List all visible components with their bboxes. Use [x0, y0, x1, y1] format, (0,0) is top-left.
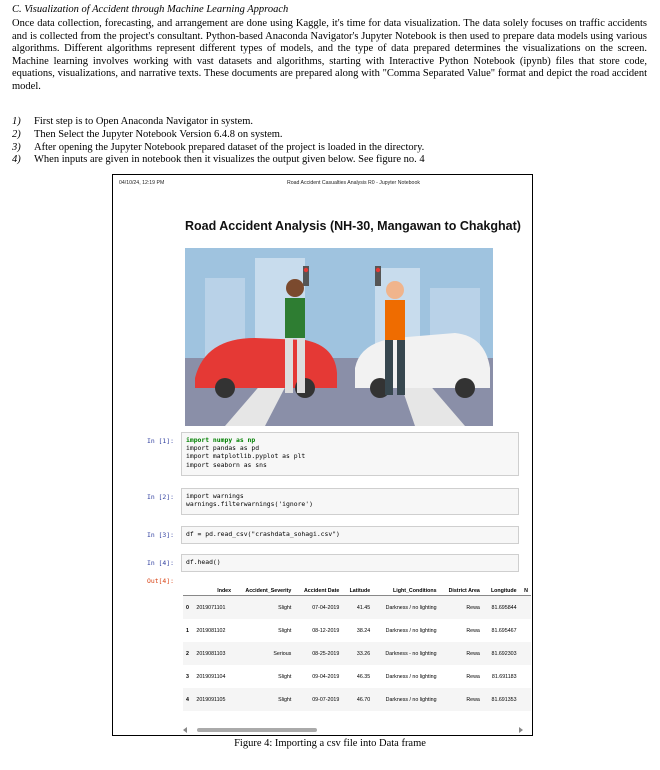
cell-prompt: In [1]: — [147, 437, 174, 445]
figure-caption: Figure 4: Importing a csv file into Data frame — [234, 738, 426, 749]
step-text: First step is to Open Anaconda Navigator in system. — [34, 116, 254, 127]
table-cell: 2019081102 — [196, 627, 226, 634]
body-paragraph: Once data collection, forecasting, and arrangement are done using Kaggle, it's time for data visualization. The data solely focuses on traffic accidents and is collected from the project's consultant. Python-based Anaconda Navigator's Jupyter Notebook is then used to prepare data models using various algorithms. Different algorithms represent different types of models, and the type of data prepared determines the visualizations on the screen. Machine learning involves working with vast datasets and algorithms, starting with Interactive Python Notebook (ipynb) files that store code, equations, visualizations, and narrative texts. These documents are prepared along with "Comma Separated Value" format and depict the road accident model. — [12, 18, 647, 92]
table-cell: 08-12-2019 — [312, 627, 340, 634]
table-cell: Darkness - no lighting — [373, 642, 439, 665]
code-line: import pandas as pd — [186, 444, 260, 453]
table-cell — [520, 688, 531, 711]
code-line: import warnings — [186, 492, 244, 500]
table-cell: Rewa — [466, 627, 480, 634]
table-cell: 09-04-2019 — [312, 673, 340, 680]
cell-prompt: In [4]: — [147, 559, 174, 567]
table-cell: Slight — [234, 596, 294, 620]
table-cell: 3 — [186, 673, 189, 680]
table-cell: Rewa — [466, 673, 480, 680]
table-cell: Slight — [234, 688, 294, 711]
table-cell — [520, 665, 531, 688]
table-cell: 38.24 — [356, 627, 371, 634]
cell-prompt: In [3]: — [147, 531, 174, 539]
scroll-left-icon[interactable] — [183, 727, 187, 733]
code-cell-3[interactable] — [181, 526, 519, 544]
scroll-right-icon[interactable] — [519, 727, 523, 733]
table-cell: Slight — [278, 673, 292, 680]
table-cell: 1 — [186, 627, 189, 634]
table-cell: 09-07-2019 — [294, 688, 342, 711]
step-text: When inputs are given in notebook then it visualizes the output given below. See figure no. 4 — [34, 154, 425, 166]
table-cell: 2019091104 — [196, 673, 226, 680]
step-number: 4) — [12, 154, 21, 166]
table-row — [183, 688, 531, 711]
table-cell: 2 — [183, 642, 193, 665]
step-number: 3) — [12, 141, 21, 153]
table-row — [183, 596, 531, 620]
dataframe-table — [183, 587, 531, 711]
step-number: 2) — [12, 128, 21, 140]
table-cell — [520, 596, 531, 620]
table-cell: 81.695844 — [483, 596, 520, 620]
step-item — [12, 129, 647, 142]
table-cell: Serious — [234, 642, 294, 665]
table-header: Accident Date — [294, 587, 342, 596]
table-cell: 33.26 — [342, 642, 373, 665]
table-cell: Darkness / no lighting — [385, 627, 437, 634]
code-line: import seaborn as sns — [186, 460, 267, 469]
code-line: df = pd.read_csv("crashdata_sohagi.csv") — [186, 530, 340, 538]
table-cell: 46.70 — [342, 688, 373, 711]
table-cell: 2019091105 — [193, 688, 234, 711]
table-cell: 4 — [183, 688, 193, 711]
table-header: Latitude — [342, 587, 373, 596]
table-cell: Darkness / no lighting — [373, 688, 439, 711]
code-line: import numpy as np — [186, 436, 256, 444]
table-cell: 08-25-2019 — [294, 642, 342, 665]
table-cell: 81.695467 — [491, 627, 517, 634]
table-cell: Slight — [278, 627, 292, 634]
table-cell: 81.692303 — [483, 642, 520, 665]
table-header: Light_Conditions — [373, 587, 439, 596]
code-cell-1[interactable] — [181, 432, 519, 476]
table-cell: Darkness / no lighting — [385, 673, 437, 680]
table-header: District Area — [440, 587, 483, 596]
table-header: Accident_Severity — [234, 587, 294, 596]
print-date: 04/10/24, 12:19 PM — [119, 180, 165, 186]
table-cell: 0 — [183, 596, 193, 620]
table-cell: 81.691353 — [483, 688, 520, 711]
step-item — [12, 116, 647, 129]
step-text: After opening the Jupyter Notebook prepared dataset of the project is loaded in the directory. — [34, 141, 425, 153]
code-cell-4[interactable] — [181, 554, 519, 572]
code-line: df.head() — [186, 558, 221, 566]
road-accident-illustration — [185, 248, 493, 426]
table-cell: Rewa — [440, 642, 483, 665]
table-header: N — [520, 587, 531, 596]
section-heading: C. Visualization of Accident through Machine Learning Approach — [12, 4, 289, 15]
table-cell: Rewa — [440, 596, 483, 620]
output-prompt: Out[4]: — [147, 577, 174, 585]
table-row — [183, 619, 531, 642]
cell-prompt: In [2]: — [147, 493, 174, 501]
notebook-figure — [112, 174, 533, 736]
table-cell: 2019081103 — [193, 642, 234, 665]
code-line: warnings.filterwarnings('ignore') — [186, 500, 313, 509]
table-cell — [520, 642, 531, 665]
code-line: import matplotlib.pyplot as plt — [186, 452, 306, 461]
step-item — [12, 154, 647, 167]
table-row — [183, 665, 531, 688]
table-cell: 41.45 — [342, 596, 373, 620]
horizontal-scrollbar[interactable] — [183, 727, 523, 733]
table-cell: 81.691183 — [491, 673, 517, 680]
table-header: Longitude — [483, 587, 520, 596]
steps-list — [12, 116, 647, 167]
notebook-title: Road Accident Analysis (NH-30, Mangawan to Chakghat) — [185, 219, 521, 233]
code-cell-2[interactable] — [181, 488, 519, 515]
table-cell: 07-04-2019 — [294, 596, 342, 620]
table-header: Index — [193, 587, 234, 596]
table-cell: Rewa — [440, 688, 483, 711]
table-row — [183, 642, 531, 665]
table-cell: 46.35 — [356, 673, 371, 680]
step-text: Then Select the Jupyter Notebook Version 6.4.8 on system. — [34, 128, 283, 140]
table-cell: 2019071101 — [193, 596, 234, 620]
table-cell — [520, 619, 531, 642]
scrollbar-thumb[interactable] — [197, 728, 317, 732]
step-number: 1) — [12, 116, 21, 127]
step-item — [12, 142, 647, 155]
table-header — [183, 587, 193, 596]
print-title: Road Accident Casualties Analysis R0 - Jupyter Notebook — [287, 180, 420, 186]
table-cell: Darkness / no lighting — [373, 596, 439, 620]
